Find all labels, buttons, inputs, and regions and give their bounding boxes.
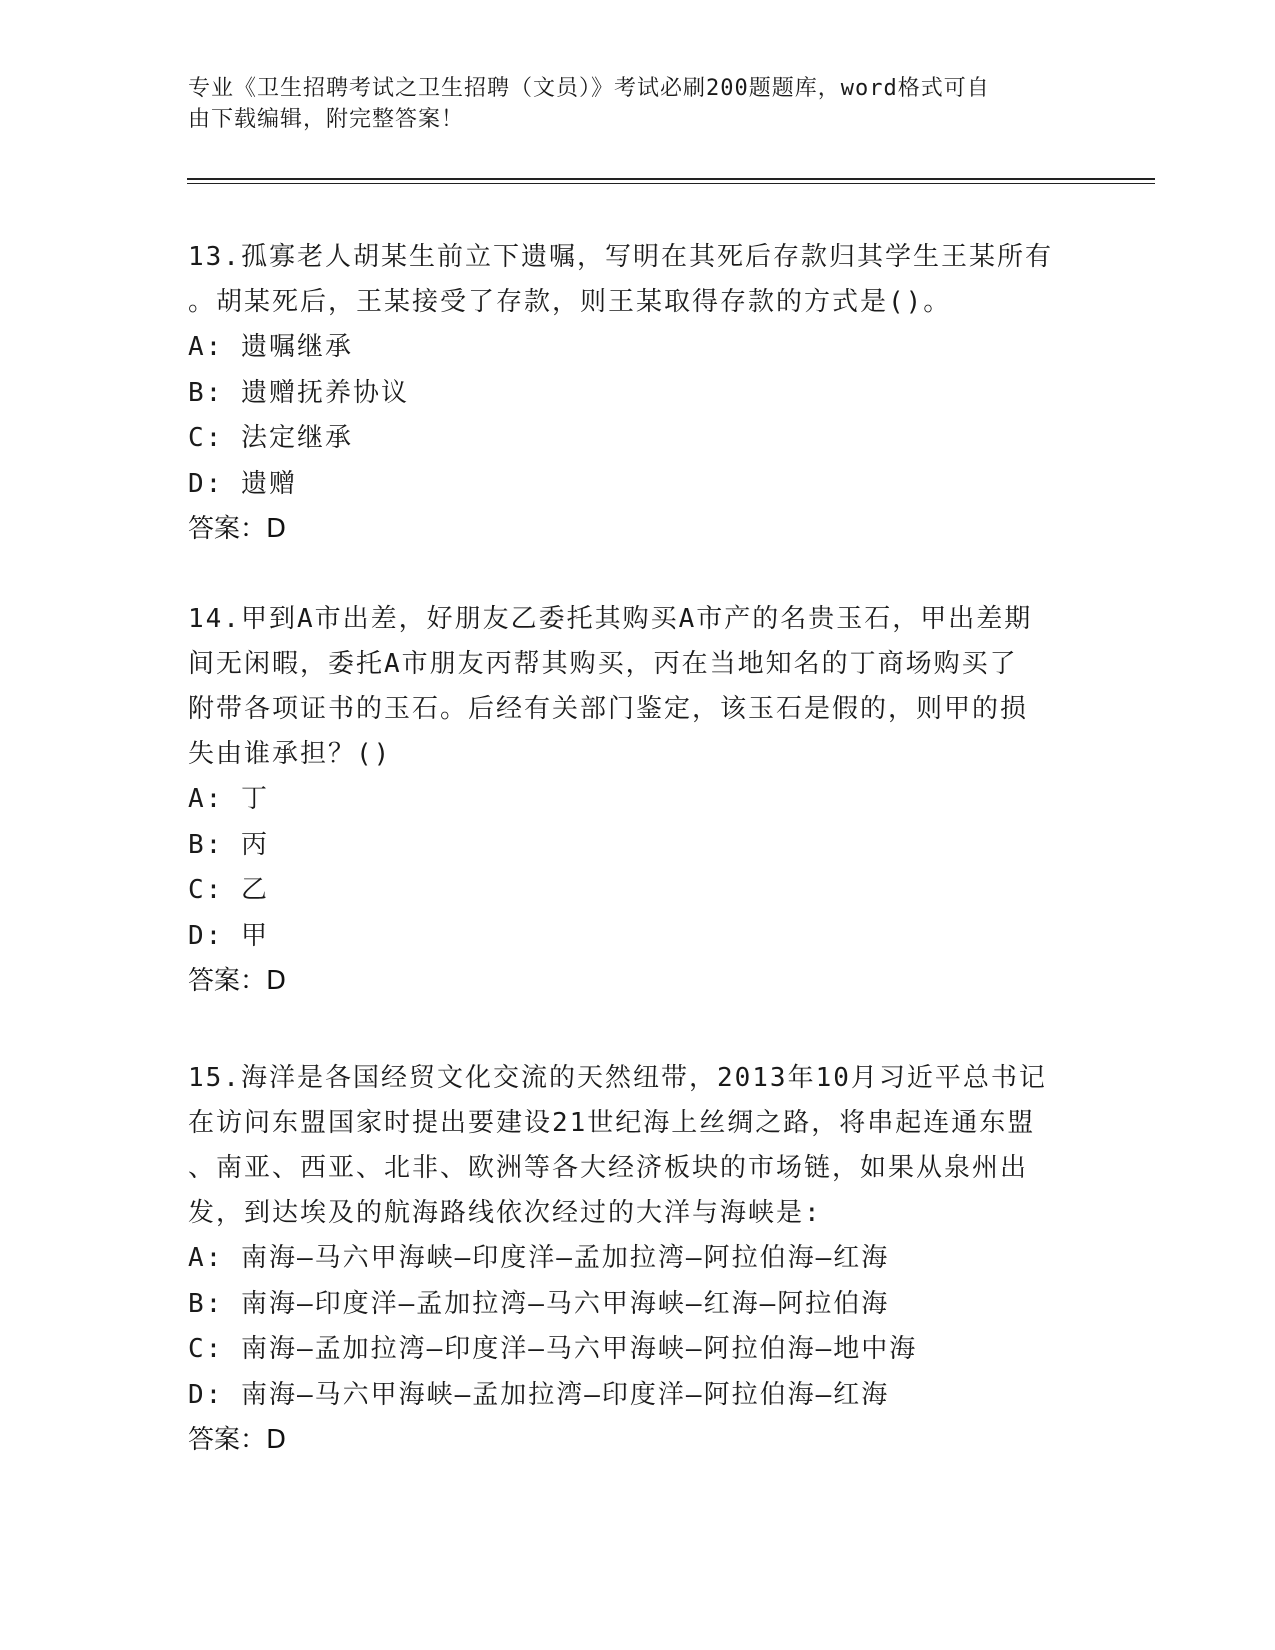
option-a: A: 南海—马六甲海峡—印度洋—孟加拉湾—阿拉伯海—红海 <box>188 1243 890 1273</box>
option-b: B: 丙 <box>188 829 269 860</box>
question-15 <box>188 1056 1088 1463</box>
question-stem-line: 发，到达埃及的航海路线依次经过的大洋与海峡是: <box>188 1198 822 1228</box>
header-divider-thick <box>187 178 1155 180</box>
question-stem-line: 失由谁承担？() <box>188 739 392 769</box>
option-b: B: 遗赠抚养协议 <box>188 377 409 408</box>
question-stem-line: 13.孤寡老人胡某生前立下遗嘱，写明在其死后存款归其学生王某所有 <box>188 242 1053 272</box>
option-d: D: 甲 <box>188 920 269 951</box>
option-c: C: 法定继承 <box>188 423 353 453</box>
option-b: B: 南海—印度洋—孟加拉湾—马六甲海峡—红海—阿拉伯海 <box>188 1288 890 1319</box>
header-line-2: 由下载编辑，附完整答案！ <box>188 107 465 132</box>
question-stem-line: 、南亚、西亚、北非、欧洲等各大经济板块的市场链，如果从泉州出 <box>188 1153 1029 1183</box>
option-d: D: 遗赠 <box>188 468 297 499</box>
question-stem-line: 附带各项证书的玉石。后经有关部门鉴定，该玉石是假的，则甲的损 <box>188 694 1029 724</box>
question-stem-line: 在访问东盟国家时提出要建设21世纪海上丝绸之路，将串起连通东盟 <box>188 1108 1036 1138</box>
question-13 <box>188 235 1088 552</box>
question-stem-line: 15.海洋是各国经贸文化交流的天然纽带，2013年10月习近平总书记 <box>188 1063 1047 1093</box>
question-stem-line: 。胡某死后，王某接受了存款，则王某取得存款的方式是()。 <box>188 287 952 317</box>
header-divider-thin <box>187 183 1155 184</box>
question-stem-line: 14.甲到A市出差，好朋友乙委托其购买A市产的名贵玉石，甲出差期 <box>188 604 1033 634</box>
question-14 <box>188 597 1088 1004</box>
header-line-1: 专业《卫生招聘考试之卫生招聘（文员）》考试必刷200题题库，word格式可自 <box>188 76 990 101</box>
answer-label: 答案：D <box>188 514 287 544</box>
document-header <box>188 73 1088 135</box>
option-a: A: 遗嘱继承 <box>188 332 353 362</box>
option-d: D: 南海—马六甲海峡—孟加拉湾—印度洋—阿拉伯海—红海 <box>188 1379 890 1410</box>
answer-label: 答案：D <box>188 1425 287 1455</box>
answer-label: 答案：D <box>188 966 287 996</box>
option-c: C: 南海—孟加拉湾—印度洋—马六甲海峡—阿拉伯海—地中海 <box>188 1334 918 1364</box>
question-stem-line: 间无闲暇，委托A市朋友丙帮其购买，丙在当地知名的丁商场购买了 <box>188 649 1018 679</box>
option-c: C: 乙 <box>188 875 269 905</box>
option-a: A: 丁 <box>188 784 269 814</box>
